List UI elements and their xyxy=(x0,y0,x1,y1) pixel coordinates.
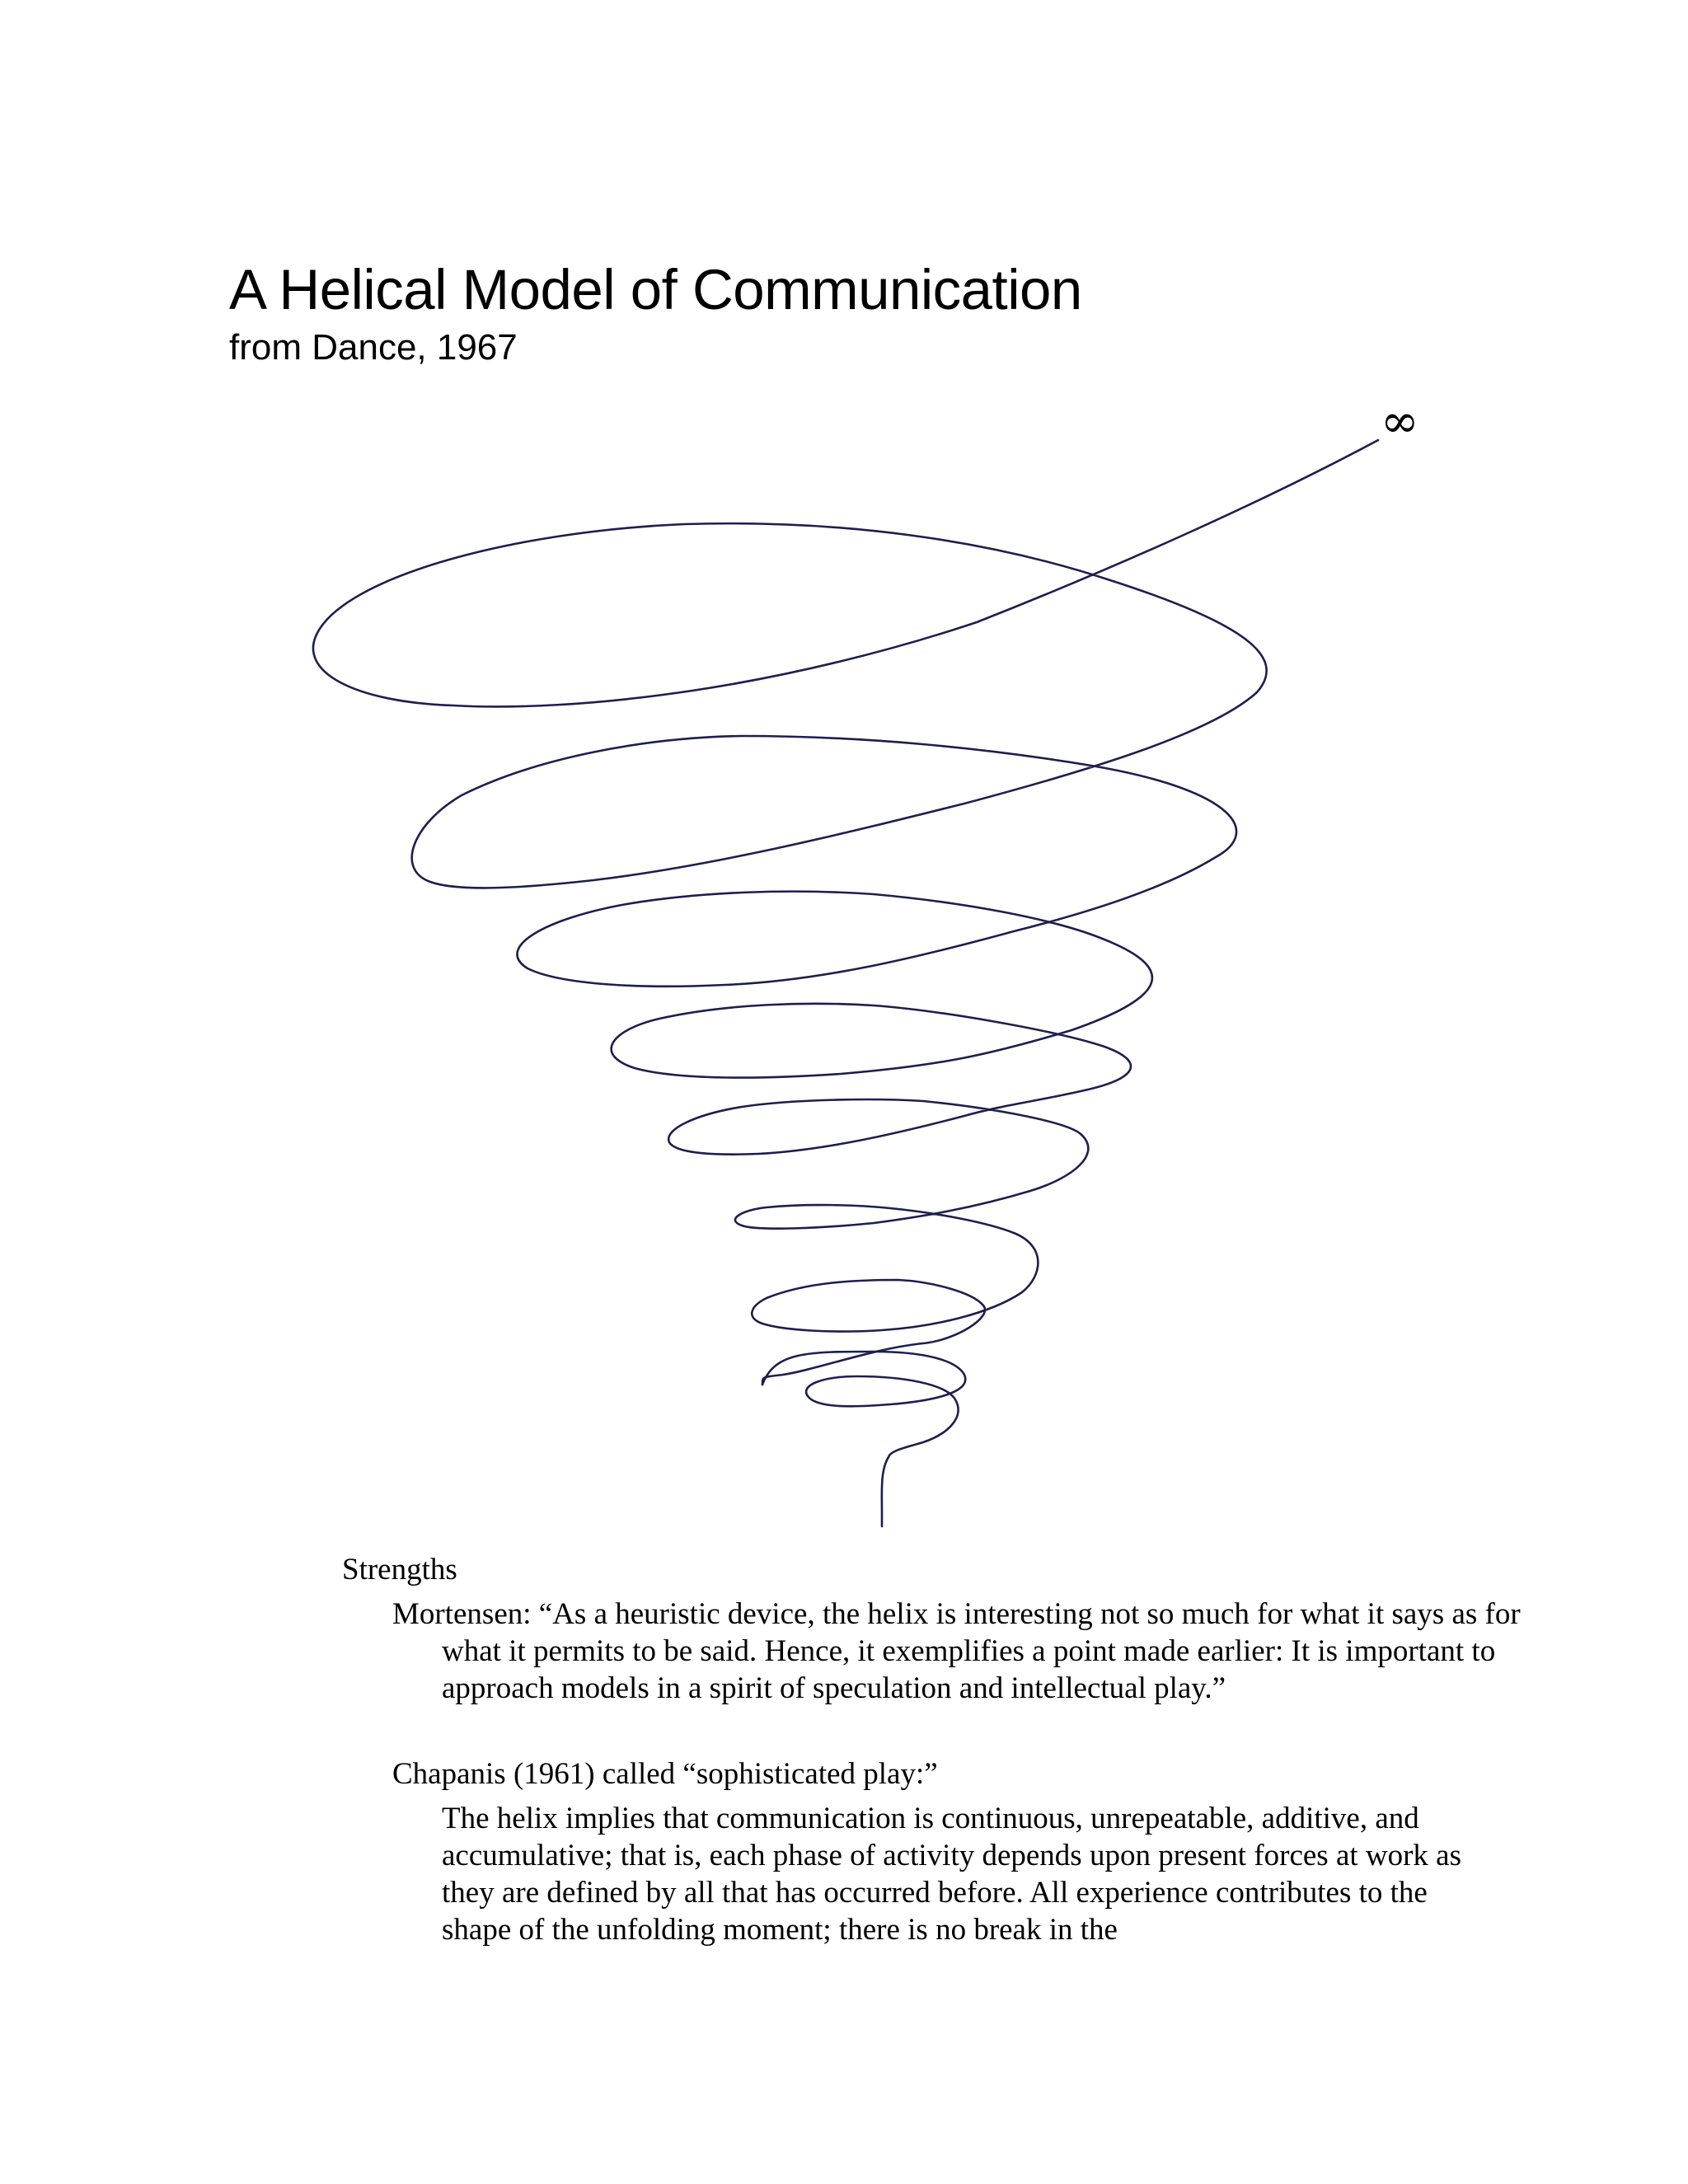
chapanis-line: Chapanis (1961) called “sophisticated play:” xyxy=(392,1757,938,1791)
infinity-symbol: ∞ xyxy=(1381,395,1419,448)
figure-subtitle: from Dance, 1967 xyxy=(229,327,518,368)
helix-explanation: The helix implies that communication is continuous, unrepeatable, additive, and accumulative; that is, each phase of activity depends upon present forces at work as they are defined by all that has occurred before. All experience contributes to the shape of the unfolding moment; there is no break in the xyxy=(442,1802,1462,1947)
section-heading: Strengths xyxy=(342,1553,457,1586)
helix-tail-lower xyxy=(762,1352,965,1526)
mortensen-quote: Mortensen: “As a heuristic device, the helix is interesting not so much for what it says as for what it permits to be said. Hence, it exemplifies a point made earlier: It is important to approach models in a spirit of speculation and intellectual play.” xyxy=(392,1597,1521,1705)
helix-tail-to-infinity xyxy=(313,440,1378,1385)
figure-title: A Helical Model of Communication xyxy=(229,258,1082,321)
